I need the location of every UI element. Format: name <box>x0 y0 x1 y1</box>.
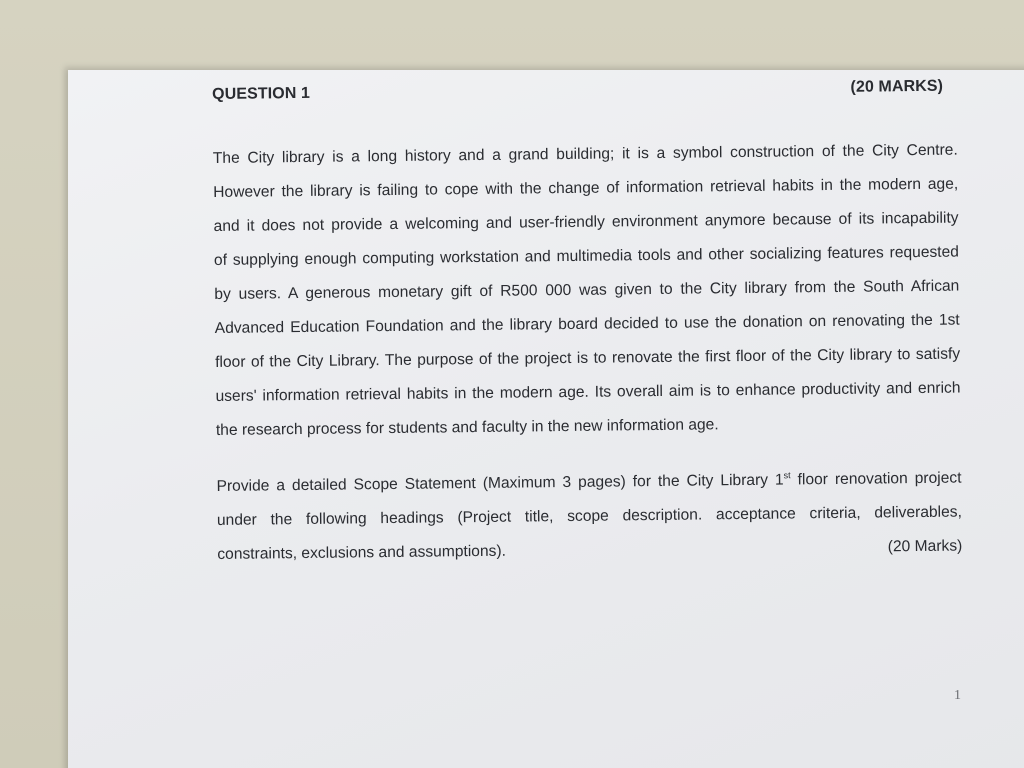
paragraph-line: Advanced Education Foundation and the library board decided to use the donation on renovating the 1st <box>214 311 960 337</box>
paragraph-line: and it does not provide a welcoming and user-friendly environment anymore because of its incapability <box>213 209 959 235</box>
case-paragraph <box>213 134 961 448</box>
task-line-3-text: constraints, exclusions and assumptions). <box>217 542 507 563</box>
task-line-2: under the following headings (Project title, scope description. acceptance criteria, deliverables, <box>216 503 962 529</box>
page-number: 1 <box>954 688 961 703</box>
paragraph-line: by users. A generous monetary gift of R500 000 was given to the City library from the South African <box>214 277 960 303</box>
task-line-1-text: Provide a detailed Scope Statement (Maximum 3 pages) for the City Library 1 <box>216 471 784 495</box>
paragraph-line: The City library is a long history and a grand building; it is a symbol construction of the City Centre. <box>212 141 958 167</box>
paragraph-line: However the library is failing to cope with the change of information retrieval habits in the modern age, <box>213 175 959 201</box>
ordinal-superscript: st <box>783 470 791 481</box>
task-paragraph <box>216 462 962 572</box>
question-heading: QUESTION 1 <box>212 84 311 103</box>
paragraph-line: floor of the City Library. The purpose of the project is to renovate the first floor of the City library to satisfy <box>215 345 961 371</box>
paragraph-line: of supplying enough computing workstation and multimedia tools and other socializing features requested <box>213 243 960 269</box>
question-content <box>212 78 962 572</box>
task-line-1-rest: floor renovation project <box>790 469 962 489</box>
paragraph-line: users' information retrieval habits in the modern age. Its overall aim is to enhance productivity and enrich <box>215 379 961 405</box>
task-marks: (20 Marks) <box>887 537 963 556</box>
question-marks: (20 MARKS) <box>850 77 944 96</box>
paragraph-line: the research process for students and faculty in the new information age. <box>215 416 719 439</box>
